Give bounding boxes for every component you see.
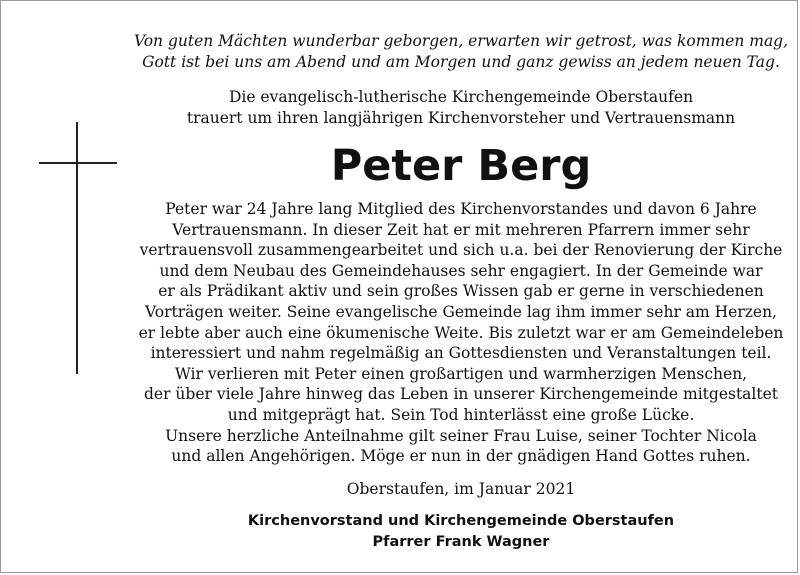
motto-line: Von guten Mächten wunderbar geborgen, erwarten wir getrost, was kommen mag, — [133, 32, 789, 50]
intro-line: trauert um ihren langjährigen Kirchenvorsteher und Vertrauensmann — [186, 109, 736, 127]
tribute-line: und mitgeprägt hat. Sein Tod hinterlässt eine große Lücke. — [227, 405, 695, 424]
signature-block — [131, 511, 791, 553]
motto-line: Gott ist bei uns am Abend und am Morgen und ganz gewiss an jedem neuen Tag. — [142, 53, 780, 71]
tribute-line: und dem Neubau des Gemeindehauses sehr engagiert. In der Gemeinde war — [159, 261, 763, 280]
motto-verse — [131, 31, 791, 73]
tribute-line: interessiert und nahm regelmäßig an Gottesdiensten und Veranstaltungen teil. — [150, 344, 772, 363]
tribute-text — [131, 199, 791, 467]
tribute-line: Vorträgen weiter. Seine evangelische Gemeinde lag ihm immer sehr am Herzen, — [145, 302, 777, 321]
deceased-name: Peter Berg — [330, 141, 592, 191]
tribute-line: er als Prädikant aktiv und sein großes Wissen gab er gerne in verschiedenen — [158, 282, 764, 301]
tribute-line: Vertrauensmann. In dieser Zeit hat er mit mehreren Pfarrern immer sehr — [172, 220, 750, 239]
tribute-line: Wir verlieren mit Peter einen großartigen und warmherzigen Menschen, — [174, 364, 748, 383]
tribute-line: er lebte aber auch eine ökumenische Weite. Bis zuletzt war er am Gemeindeleben — [138, 323, 784, 342]
place-date: Oberstaufen, im Januar 2021 — [346, 479, 576, 498]
cross-icon-horizontal — [39, 162, 117, 164]
signature-line: Kirchenvorstand und Kirchengemeinde Oberstaufen — [247, 512, 675, 529]
cross-icon-vertical — [76, 122, 78, 374]
tribute-line: und allen Angehörigen. Möge er nun in der gnädigen Hand Gottes ruhen. — [171, 447, 751, 466]
tribute-line: der über viele Jahre hinweg das Leben in unserer Kirchengemeinde mitgestaltet — [143, 385, 779, 404]
notice-content — [131, 31, 791, 553]
tribute-line: Peter war 24 Jahre lang Mitglied des Kirchenvorstandes und davon 6 Jahre — [165, 200, 757, 218]
signature-line: Pfarrer Frank Wagner — [372, 533, 550, 550]
tribute-line: vertrauensvoll zusammengearbeitet und sich u.a. bei der Renovierung der Kirche — [139, 241, 783, 260]
intro-text — [131, 87, 791, 129]
intro-line: Die evangelisch-lutherische Kirchengemeinde Oberstaufen — [228, 88, 694, 106]
tribute-line: Unsere herzliche Anteilnahme gilt seiner Frau Luise, seiner Tochter Nicola — [165, 426, 757, 445]
